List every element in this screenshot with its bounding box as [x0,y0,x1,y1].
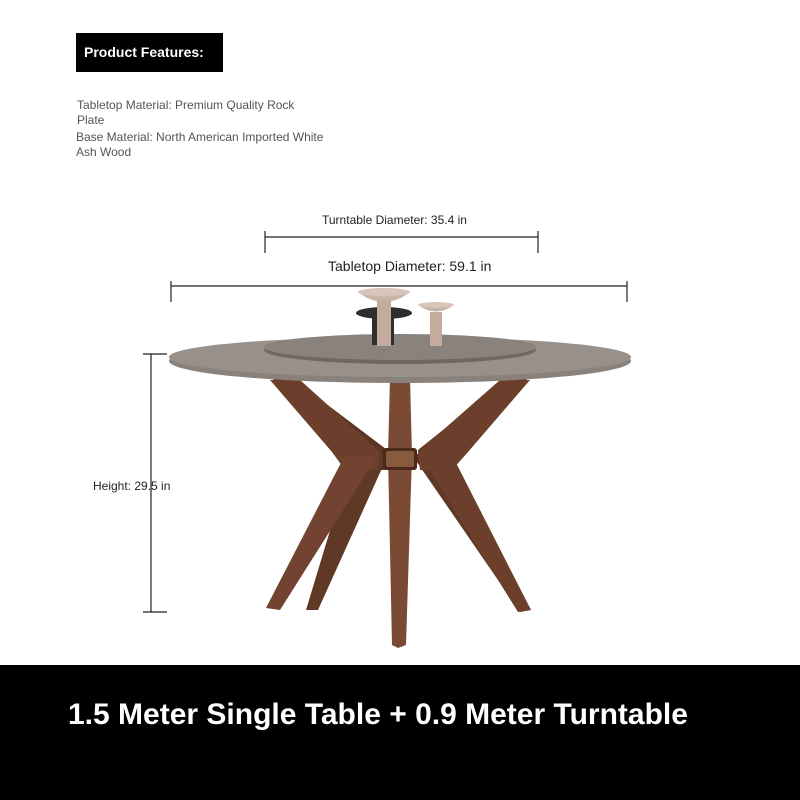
table-base [266,378,531,648]
banner-title: 1.5 Meter Single Table + 0.9 Meter Turntable [68,698,688,731]
product-features-heading: Product Features: [76,33,223,72]
turntable-diameter-label: Turntable Diameter: 35.4 in [322,213,467,227]
feature-tabletop-material: Tabletop Material: Premium Quality Rock Plate [77,98,295,127]
bottom-banner [0,665,800,800]
height-label: Height: 29.5 in [93,479,171,493]
tabletop-diameter-label: Tabletop Diameter: 59.1 in [328,258,492,274]
turntable [264,334,536,364]
turntable-dimension-line [265,231,538,253]
feature-base-material: Base Material: North American Imported White Ash Wood [76,130,324,159]
